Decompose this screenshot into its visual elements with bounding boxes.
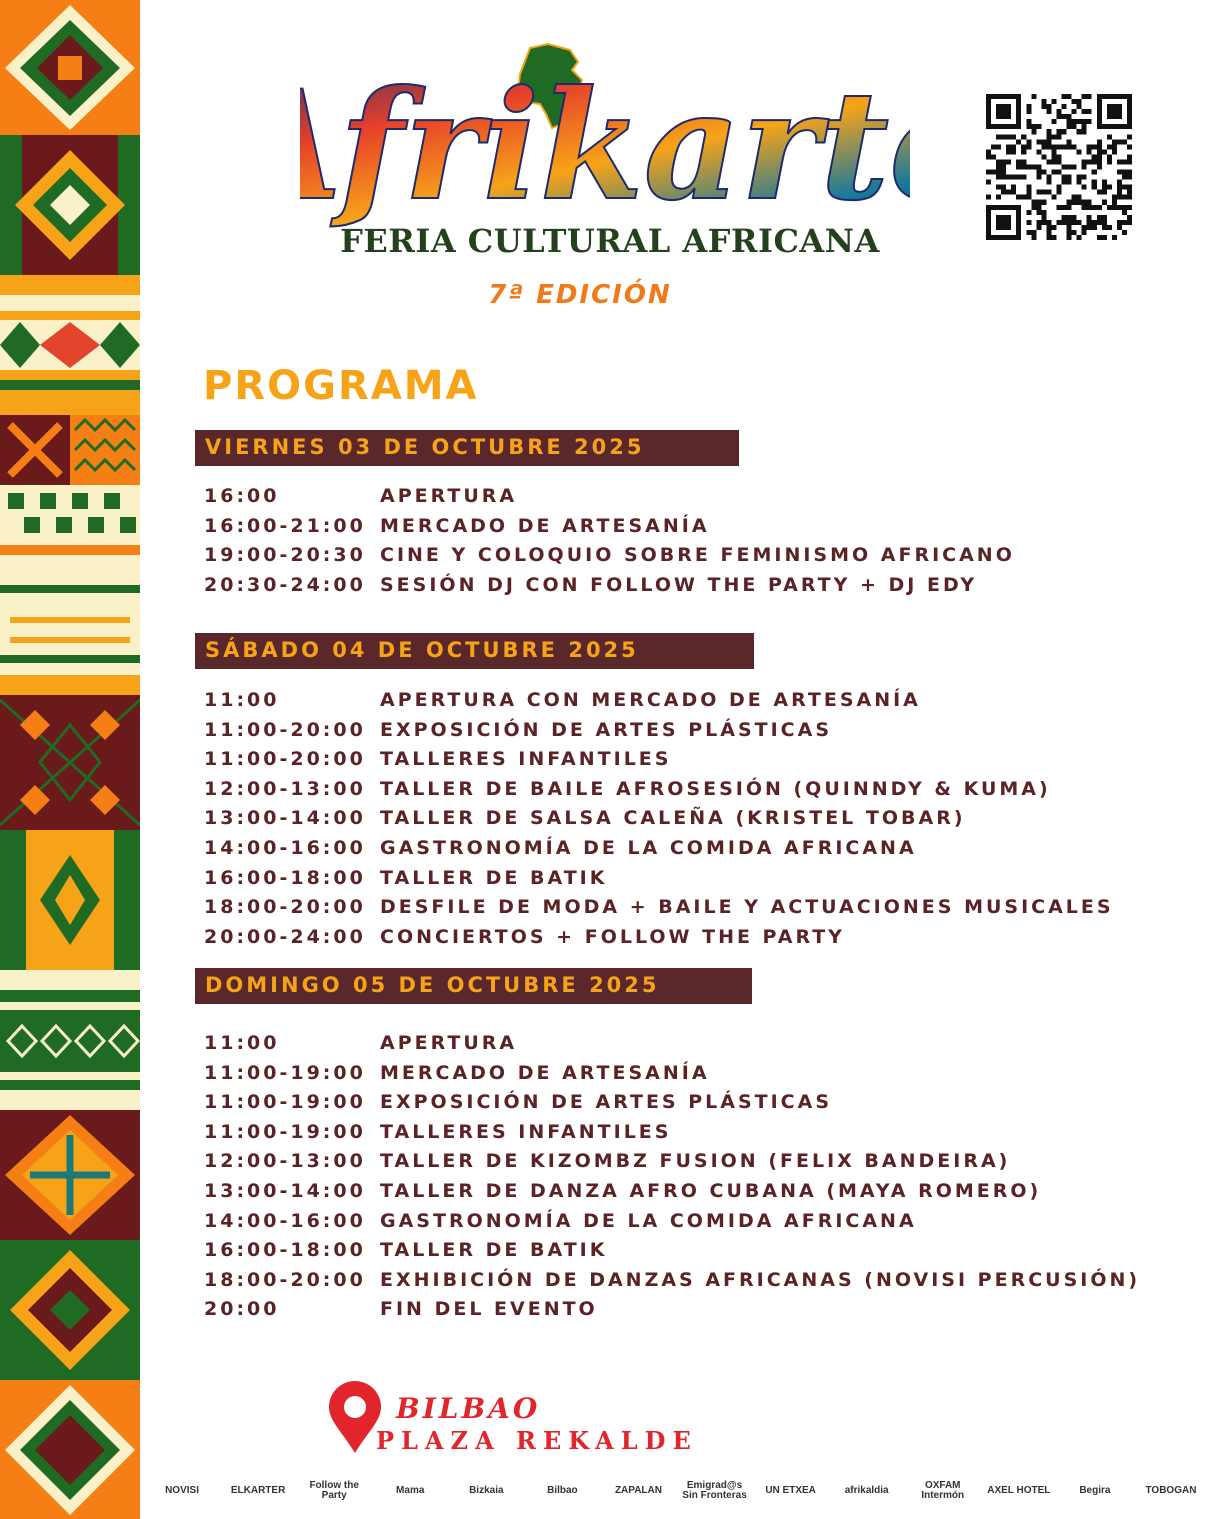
sponsor-logo: UN ETXEA xyxy=(765,1485,816,1496)
schedule-time: 11:00-19:00 xyxy=(204,1091,366,1114)
schedule-time: 18:00-20:00 xyxy=(204,896,366,919)
schedule-activity: TALLERES INFANTILES xyxy=(380,1120,672,1143)
schedule-activity: EXHIBICIÓN DE DANZAS AFRICANAS (NOVISI PERCUSIÓN) xyxy=(380,1268,1141,1291)
schedule-time: 16:00-18:00 xyxy=(204,866,366,889)
schedule-activity: EXPOSICIÓN DE ARTES PLÁSTICAS xyxy=(380,718,833,741)
schedule-time: 11:00-20:00 xyxy=(204,748,366,771)
schedule-activity: TALLER DE BAILE AFROSESIÓN (QUINNDY & KUMA) xyxy=(380,777,1051,800)
schedule-activity: TALLER DE SALSA CALEÑA (KRISTEL TOBAR) xyxy=(380,807,966,830)
kente-pattern-graphic xyxy=(0,0,140,1519)
schedule-activity: APERTURA xyxy=(380,1032,518,1054)
schedule-time: 14:00-16:00 xyxy=(204,836,366,859)
schedule-activity: MERCADO DE ARTESANÍA xyxy=(380,1061,710,1084)
sponsor-logos xyxy=(146,1470,1211,1512)
schedule-activity: GASTRONOMÍA DE LA COMIDA AFRICANA xyxy=(380,1209,917,1232)
schedule-time: 11:00 xyxy=(204,1032,280,1054)
day-header-sunday: DOMINGO 05 DE OCTUBRE 2025 xyxy=(195,968,752,1004)
sponsor-logo: Bizkaia xyxy=(469,1485,504,1496)
schedule-time: 11:00 xyxy=(204,689,280,711)
schedule-activity: GASTRONOMÍA DE LA COMIDA AFRICANA xyxy=(380,836,917,859)
schedule-activity: MERCADO DE ARTESANÍA xyxy=(380,514,710,537)
sponsor-logo: Mama xyxy=(396,1485,425,1496)
schedule-time: 11:00-20:00 xyxy=(204,718,366,741)
sponsor-logo: OXFAM Intermón xyxy=(921,1480,965,1501)
afrikarte-logo xyxy=(300,40,910,230)
schedule-time: 16:00 xyxy=(204,485,280,507)
logo-text: frikart xyxy=(339,58,890,230)
schedule-activity: TALLERES INFANTILES xyxy=(380,748,672,771)
schedule-time: 13:00-14:00 xyxy=(204,807,366,830)
schedule-activity: TALLER DE BATIK xyxy=(380,1239,608,1262)
sponsor-logo: ZAPALAN xyxy=(614,1485,662,1496)
schedule-activity: SESIÓN DJ CON FOLLOW THE PARTY + DJ EDY xyxy=(380,573,978,596)
schedule-time: 12:00-13:00 xyxy=(204,777,366,800)
schedule-time: 11:00-19:00 xyxy=(204,1061,366,1084)
event-edition: 7ª EDICIÓN xyxy=(488,280,672,310)
location-place: PLAZA REKALDE xyxy=(376,1426,698,1455)
sponsor-logo: Emigrad@s Sin Fronteras xyxy=(682,1480,747,1501)
sponsor-logo: afrikaldia xyxy=(844,1485,889,1496)
sponsor-logo: NOVISI xyxy=(165,1485,199,1496)
sponsor-logo: ELKARTER xyxy=(230,1485,286,1496)
event-subtitle: FERIA CULTURAL AFRICANA xyxy=(340,222,880,260)
schedule-activity: FIN DEL EVENTO xyxy=(380,1298,598,1321)
schedule-activity: APERTURA xyxy=(380,485,518,507)
schedule-time: 14:00-16:00 xyxy=(204,1209,366,1232)
schedule-time: 18:00-20:00 xyxy=(204,1268,366,1291)
day-header-friday: VIERNES 03 DE OCTUBRE 2025 xyxy=(195,430,739,466)
sponsor-logo: Follow the Party xyxy=(309,1480,359,1501)
schedule-activity: CINE Y COLOQUIO SOBRE FEMINISMO AFRICANO xyxy=(380,544,1015,567)
sponsor-logo: AXEL HOTEL xyxy=(987,1485,1051,1496)
day-header-saturday: SÁBADO 04 DE OCTUBRE 2025 xyxy=(195,633,754,669)
schedule-activity: DESFILE DE MODA + BAILE Y ACTUACIONES MUSICALES xyxy=(380,896,1114,919)
schedule-time: 16:00-21:00 xyxy=(204,514,366,537)
schedule-time: 20:00 xyxy=(204,1298,280,1321)
schedule-time: 12:00-13:00 xyxy=(204,1150,366,1173)
location-city: BILBAO xyxy=(396,1392,541,1425)
schedule-time: 11:00-19:00 xyxy=(204,1120,366,1143)
sponsor-logo: TOBOGAN xyxy=(1145,1485,1197,1496)
schedule-activity: EXPOSICIÓN DE ARTES PLÁSTICAS xyxy=(380,1091,833,1114)
schedule-time: 20:30-24:00 xyxy=(204,573,366,596)
schedule-activity: TALLER DE BATIK xyxy=(380,866,608,889)
schedule-time: 13:00-14:00 xyxy=(204,1179,366,1202)
schedule-activity: TALLER DE DANZA AFRO CUBANA (MAYA ROMERO) xyxy=(380,1179,1042,1202)
programa-heading: PROGRAMA xyxy=(203,363,479,409)
sponsor-logo: Bilbao xyxy=(547,1485,578,1496)
schedule-time: 19:00-20:30 xyxy=(204,544,366,567)
schedule-time: 16:00-18:00 xyxy=(204,1239,366,1262)
schedule-activity: TALLER DE KIZOMBZ FUSION (FELIX BANDEIRA) xyxy=(380,1150,1011,1173)
schedule-time: 20:00-24:00 xyxy=(204,925,366,948)
qr-code[interactable] xyxy=(986,94,1132,240)
schedule-activity: APERTURA CON MERCADO DE ARTESANÍA xyxy=(380,689,921,711)
sponsor-logo: Begira xyxy=(1079,1485,1111,1496)
schedule-activity: CONCIERTOS + FOLLOW THE PARTY xyxy=(380,925,845,948)
decorative-pattern-strip xyxy=(0,0,140,1519)
